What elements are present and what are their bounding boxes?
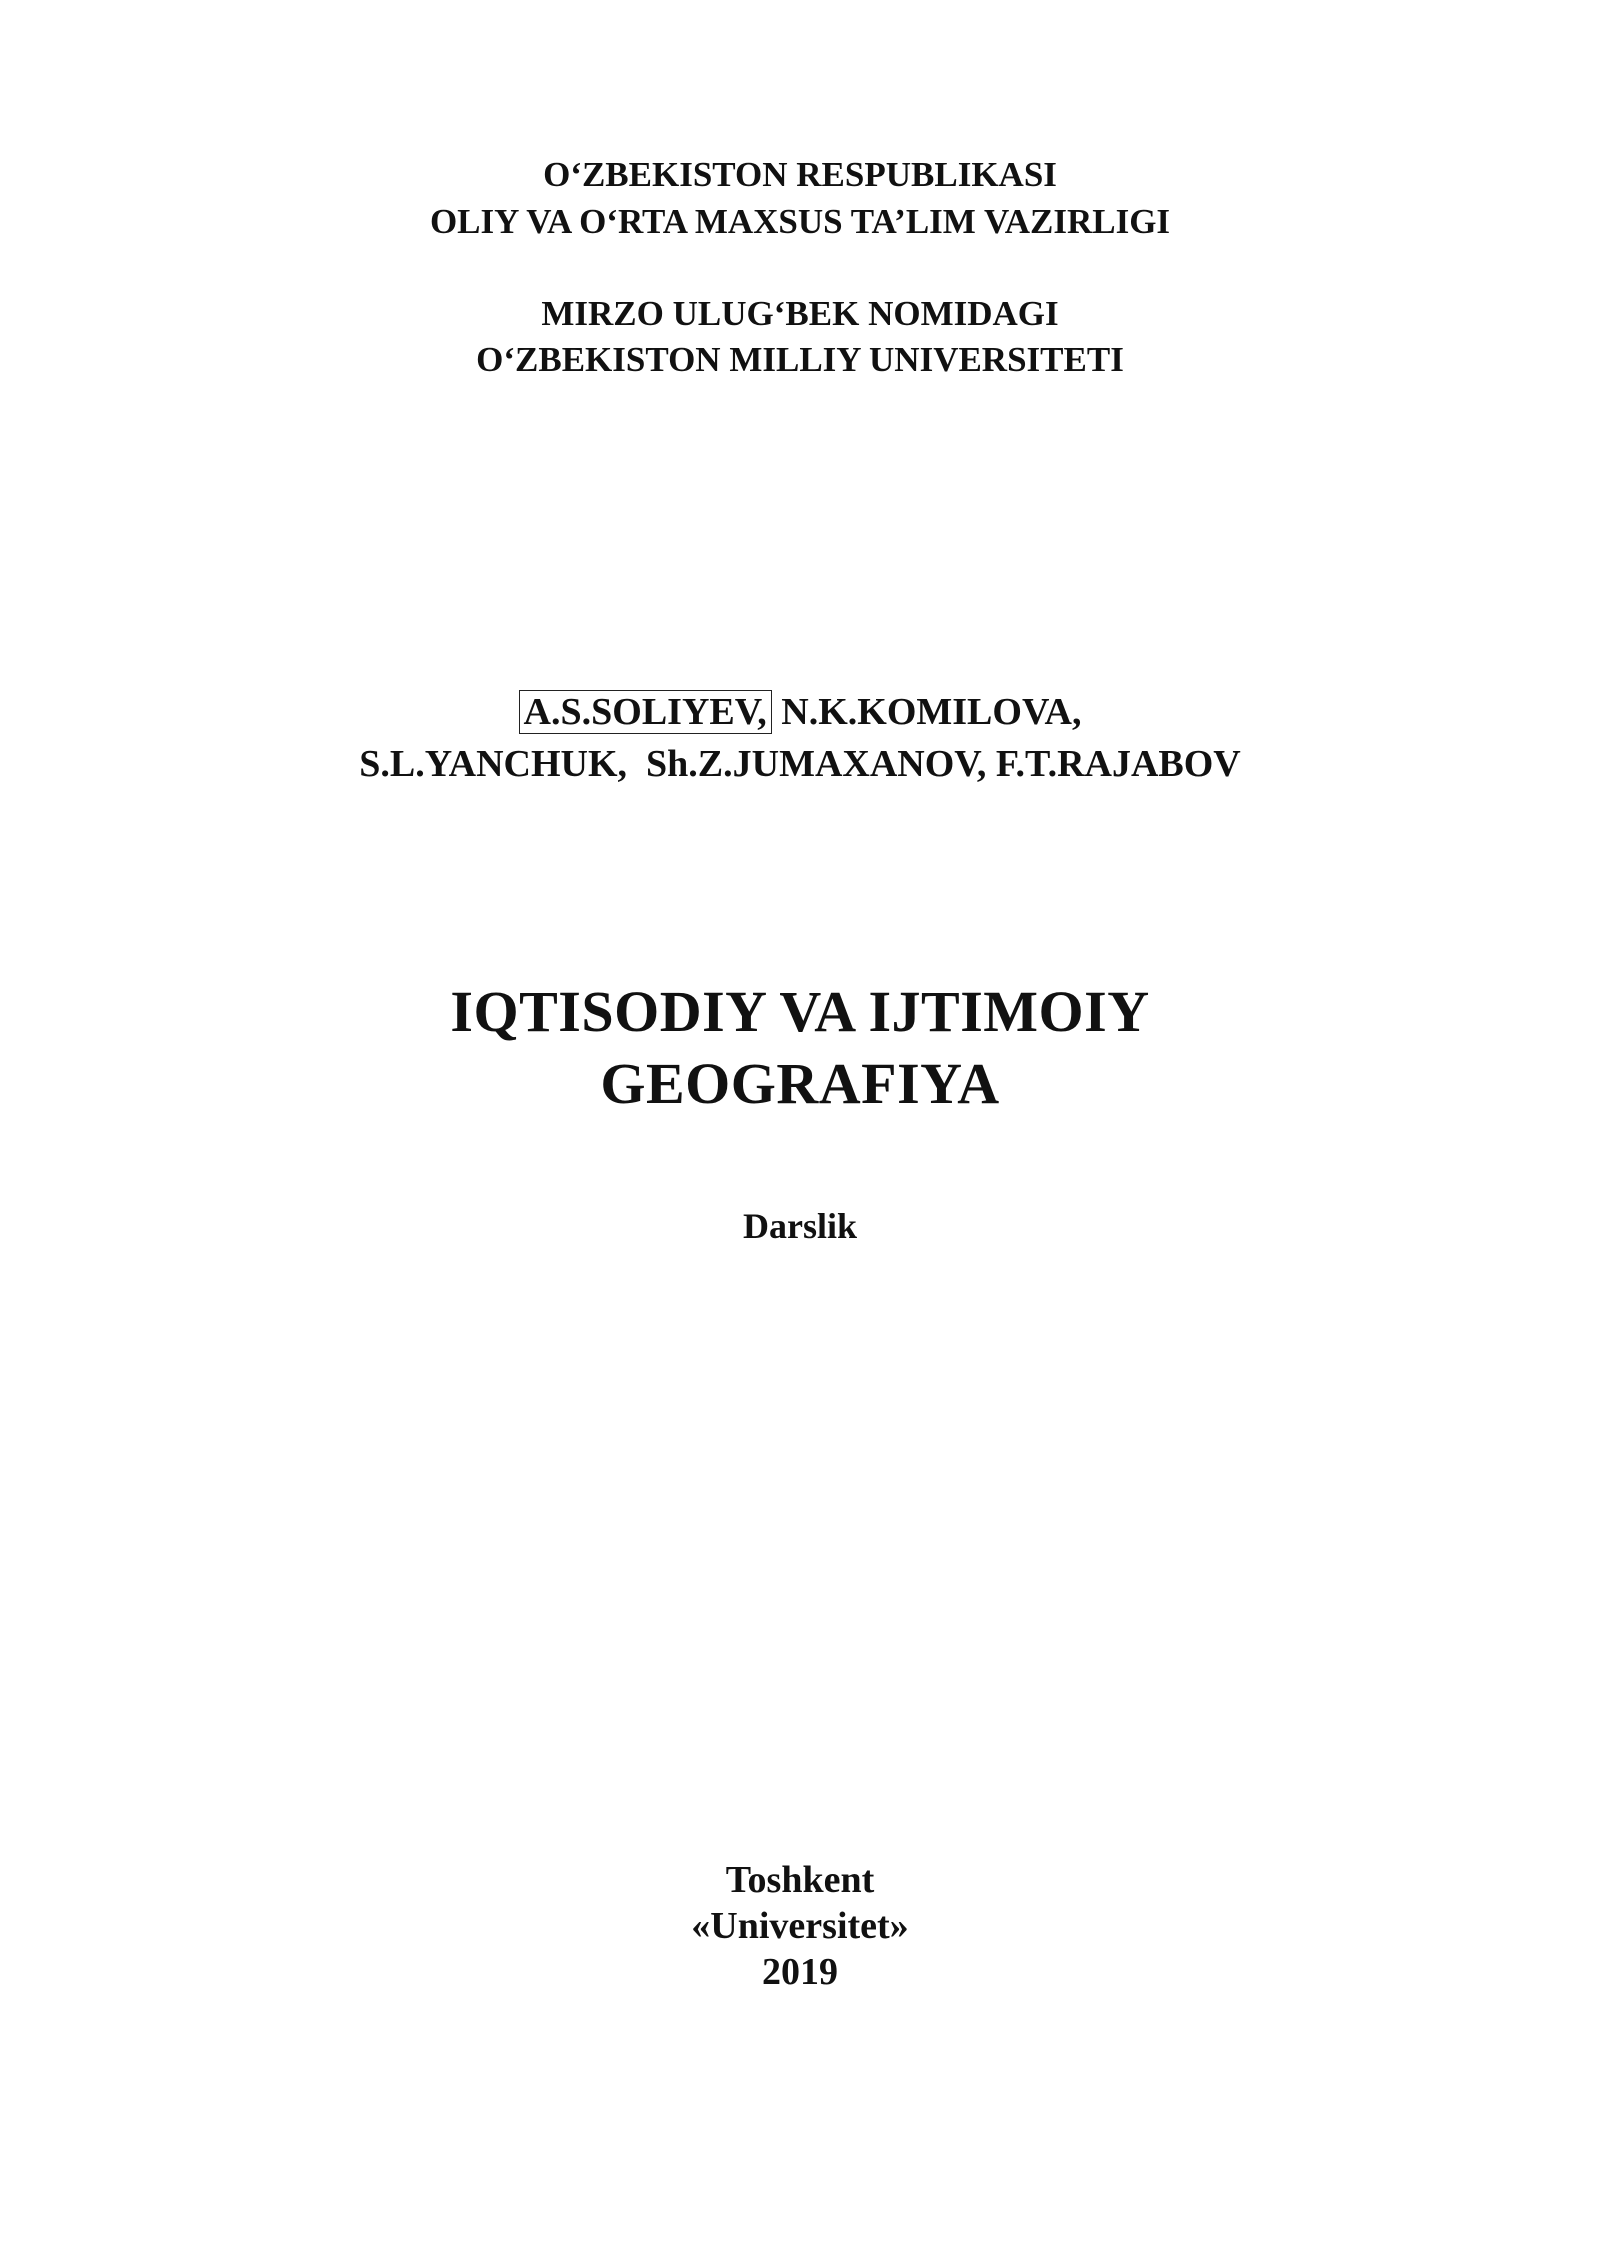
university-line-2: O‘ZBEKISTON MILLIY UNIVERSITETI [476, 340, 1124, 379]
imprint-city: Toshkent [725, 1859, 875, 1901]
author-second: N.K.KOMILOVA, [781, 691, 1082, 733]
book-title-line-1: IQTISODIY VA IJTIMOIY [450, 979, 1150, 1044]
imprint-year: 2019 [762, 1951, 838, 1993]
ministry-line-2: OLIY VA O‘RTA MAXSUS TA’LIM VAZIRLIGI [429, 202, 1171, 241]
authors-line-1 [0, 690, 1600, 734]
book-type-label: Darslik [742, 1206, 857, 1246]
university-line-1: MIRZO ULUG‘BEK NOMIDAGI [541, 294, 1059, 333]
authors-line-2: S.L.YANCHUK, Sh.Z.JUMAXANOV, F.T.RAJABOV [359, 743, 1241, 785]
book-title-line-2: GEOGRAFIYA [600, 1051, 1000, 1116]
imprint-publisher: «Universitet» [691, 1905, 909, 1947]
author-first-boxed: A.S.SOLIYEV, [519, 690, 772, 734]
ministry-line-1: O‘ZBEKISTON RESPUBLIKASI [543, 155, 1057, 194]
